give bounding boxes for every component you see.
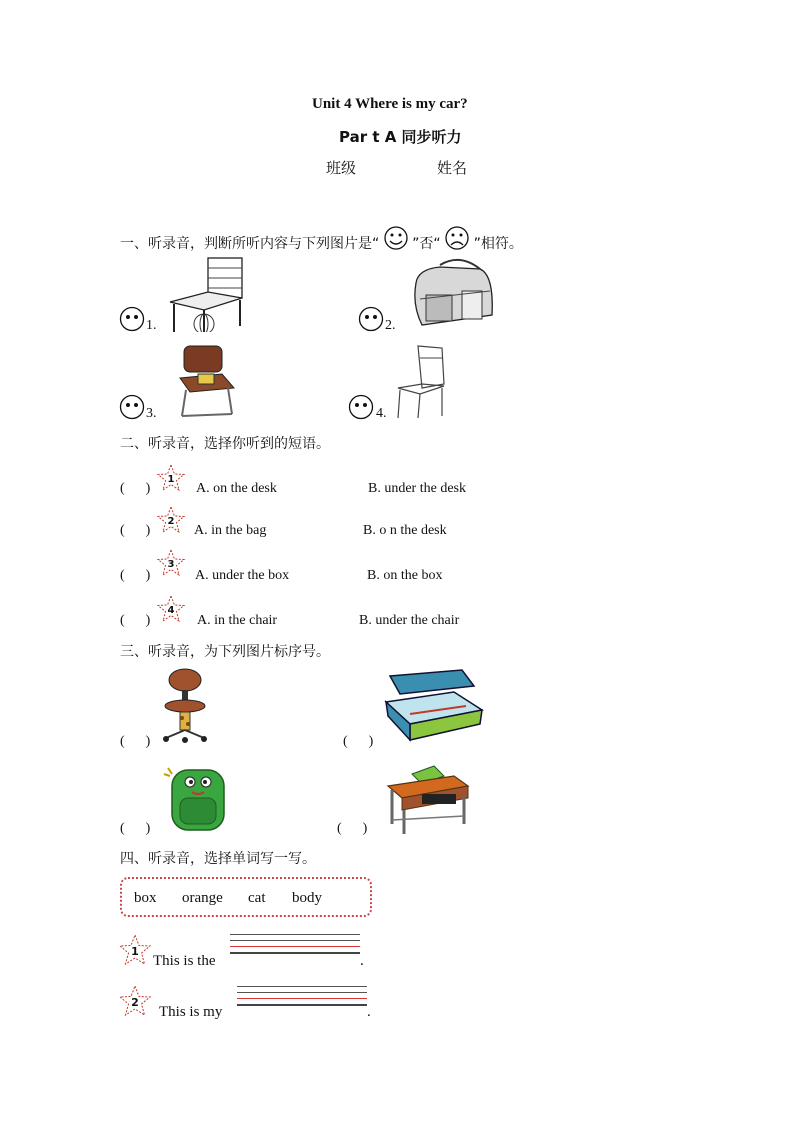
answer-blank[interactable]: ( ) (343, 734, 374, 749)
answer-blank[interactable]: ( ) (120, 613, 151, 628)
word-option: cat (248, 890, 266, 906)
office-chair-picture (162, 668, 208, 744)
svg-text:2: 2 (167, 516, 175, 527)
word-option: body (292, 890, 322, 906)
section1-heading (120, 226, 523, 253)
sentence-text: This is my (159, 1004, 223, 1020)
blank-face-icon (119, 306, 145, 332)
section1-heading-part-b: ”否“ (412, 236, 441, 252)
section1-item-number: 1. (146, 318, 157, 333)
option-b: B. under the chair (359, 613, 460, 628)
writing-lines[interactable] (237, 986, 367, 1011)
word-option: box (134, 890, 157, 906)
blank-face-icon (358, 306, 384, 332)
sentence-text: This is the (153, 953, 216, 969)
page-title: Unit 4 Where is my car? (312, 96, 468, 112)
answer-blank[interactable]: ( ) (337, 821, 368, 836)
option-b: B. on the box (367, 568, 443, 583)
star-number-icon (156, 464, 186, 492)
answer-blank[interactable]: ( ) (120, 734, 151, 749)
blank-face-icon (348, 394, 374, 420)
star-number-icon (156, 549, 186, 577)
svg-text:4: 4 (167, 605, 175, 616)
chair-with-globe-picture (168, 256, 248, 332)
name-label: 姓名 (437, 159, 468, 177)
svg-text:2: 2 (131, 996, 139, 1009)
star-number-icon (156, 595, 186, 623)
sentence-period: . (360, 953, 364, 969)
section1-item-number: 4. (376, 406, 387, 421)
option-a: A. on the desk (196, 481, 277, 496)
svg-text:3: 3 (167, 559, 175, 570)
star-number-icon (118, 985, 152, 1017)
blank-face-icon (119, 394, 145, 420)
word-bank (120, 877, 372, 917)
sentence-period: . (367, 1004, 371, 1020)
section3-heading: 三、听录音，为下列图片标序号。 (120, 644, 330, 660)
writing-lines[interactable] (230, 934, 360, 959)
desk-with-book-picture (384, 764, 470, 836)
green-schoolbag-picture (160, 762, 236, 834)
star-number-icon (118, 934, 152, 966)
section1-heading-part-a: 一、听录音，判断所听内容与下列图片是“ (120, 236, 380, 252)
option-b: B. o n the desk (363, 523, 447, 538)
option-a: A. in the bag (194, 523, 267, 538)
school-bag-picture (410, 255, 494, 331)
white-chair-picture (396, 344, 448, 420)
section4-heading: 四、听录音，选择单词写一写。 (120, 851, 316, 867)
svg-text:1: 1 (131, 945, 139, 958)
option-a: A. in the chair (197, 613, 278, 628)
pencil-box-picture (384, 668, 484, 746)
sad-face-icon (443, 226, 471, 252)
star-number-icon (156, 506, 186, 534)
brown-chair-with-toys-picture (178, 344, 236, 418)
class-label: 班级 (326, 159, 357, 177)
svg-text:1: 1 (167, 474, 175, 485)
answer-blank[interactable]: ( ) (120, 523, 151, 538)
answer-blank[interactable]: ( ) (120, 821, 151, 836)
option-a: A. under the box (195, 568, 290, 583)
part-subtitle: Par t A 同步听力 (339, 128, 462, 146)
smile-face-icon (382, 226, 410, 252)
section1-item-number: 2. (385, 318, 396, 333)
word-option: orange (182, 890, 223, 906)
option-b: B. under the desk (368, 481, 466, 496)
section1-item-number: 3. (146, 406, 157, 421)
section1-heading-part-c: ”相符。 (473, 236, 523, 252)
section2-heading: 二、听录音，选择你听到的短语。 (120, 436, 330, 452)
answer-blank[interactable]: ( ) (120, 481, 151, 496)
answer-blank[interactable]: ( ) (120, 568, 151, 583)
